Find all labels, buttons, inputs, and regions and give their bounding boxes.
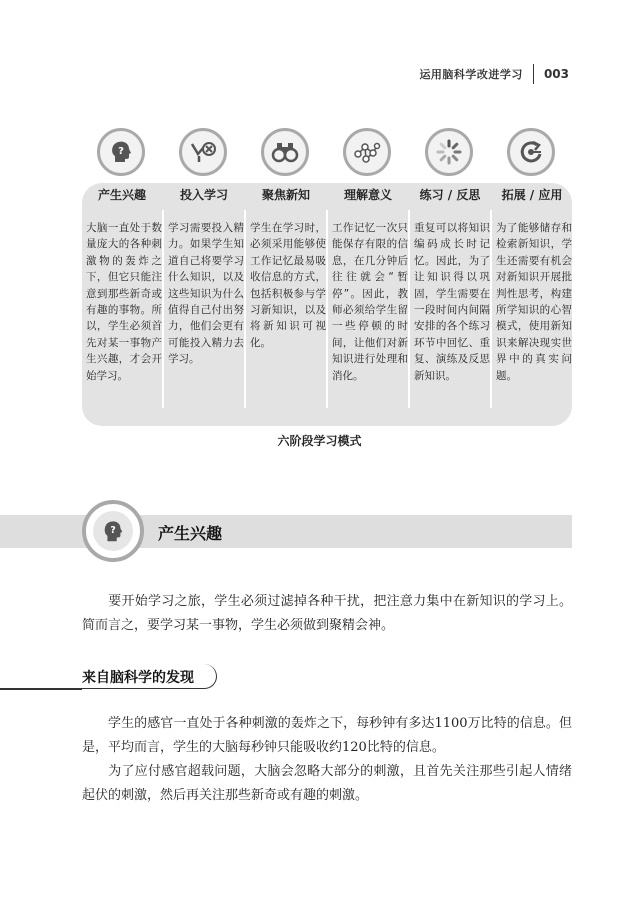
stage-description: 重复可以将知识编码成长时记忆。因此，为了让知识得以巩固，学生需要在一段时间内间隔安排的各个练习环节中回忆、重复、演练及反思新知识。 — [414, 222, 490, 382]
stage-meaning — [328, 128, 408, 426]
stage-interest — [82, 128, 162, 426]
head-question-icon — [97, 128, 145, 176]
stage-description: 为了能够储存和检索新知识，学生还需要有机会对新知识开展批判性思考，构建所学知识的心智模式，使用新知识来解决现实世界中的真实问题。 — [496, 222, 572, 382]
svg-text:?: ? — [110, 524, 116, 536]
stage-label: 理解意义 — [343, 188, 392, 202]
stage-description: 学生在学习时，必须采用能够使工作记忆最易吸收信息的方式，包括积极参与学习新知识，以及将新知识可视化。 — [250, 222, 326, 349]
stage-description: 工作记忆一次只能保存有限的信息，在几分钟后往往就会“暂停”。因此，教师必须给学生留一些停顿的时间，让他们对新知识进行处理和消化。 — [332, 222, 408, 382]
body-paragraph — [82, 712, 572, 760]
cycle-arrow-icon — [507, 128, 555, 176]
stage-engage — [164, 128, 244, 426]
body-text: 为了应付感官超载问题，大脑会忽略大部分的刺激，且首先关注那些引起人情绪起伏的刺激，然后再关注那些新奇或有趣的刺激。 — [82, 764, 572, 803]
stage-label: 投入学习 — [179, 188, 228, 202]
six-stage-model — [82, 128, 572, 426]
body-text: 学生的感官一直处于各种刺激的轰炸之下，每秒钟有多达1100万比特的信息。但是，平均而言，学生的大脑每秒钟只能吸收约120比特的信息。 — [82, 716, 572, 755]
stage-focus — [246, 128, 326, 426]
stage-apply — [492, 128, 572, 426]
network-icon — [343, 128, 391, 176]
subsection-title: 来自脑科学的发现 — [82, 670, 194, 686]
binoculars-icon — [261, 128, 309, 176]
running-title: 运用脑科学改进学习 — [419, 68, 523, 81]
section-icon-inner — [93, 511, 133, 551]
subhead-frame — [76, 664, 217, 689]
head-question-icon — [82, 500, 144, 562]
body-paragraph — [82, 760, 572, 808]
figure-caption: 六阶段学习模式 — [277, 434, 362, 448]
stage-label: 拓展 / 应用 — [501, 188, 563, 202]
subhead-rule — [0, 688, 82, 690]
intro-paragraph — [82, 590, 572, 638]
stage-description: 大脑一直处于数量庞大的各种刺激物的轰炸之下，但它只能注意到那些新奇或有趣的事物。所以，学生必须首先对某一事物产生兴趣，才会开始学习。 — [86, 222, 162, 382]
page-number: 003 — [543, 67, 569, 81]
subsection-heading — [82, 664, 206, 690]
stage-label: 产生兴趣 — [97, 188, 146, 202]
section-title: 产生兴趣 — [158, 524, 223, 543]
intro-text: 要开始学习之旅，学生必须过滤掉各种干扰，把注意力集中在新知识的学习上。简而言之，要学习某一事物，学生必须做到聚精会神。 — [82, 594, 572, 633]
header-divider — [533, 64, 534, 84]
stage-description: 学习需要投入精力。如果学生知道自己将要学习什么知识，以及这些知识为什么值得自己付出努力，他们会更有可能投入精力去学习。 — [168, 222, 244, 366]
stage-label: 聚焦新知 — [261, 188, 310, 202]
svg-text:?: ? — [118, 146, 124, 157]
running-header — [419, 64, 569, 84]
stage-practice — [410, 128, 490, 426]
loading-icon — [425, 128, 473, 176]
target-icon — [179, 128, 227, 176]
stage-label: 练习 / 反思 — [419, 188, 481, 202]
